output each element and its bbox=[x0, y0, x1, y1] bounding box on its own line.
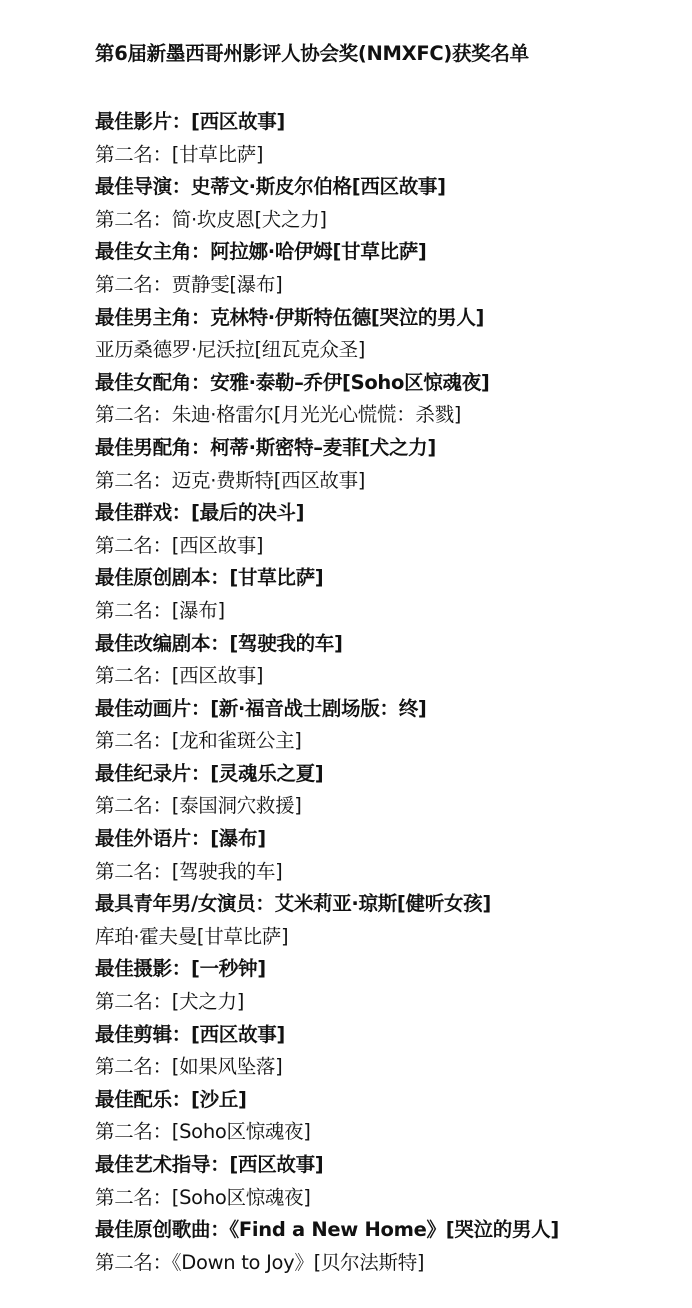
runner-up-line: 第二名：[龙和雀斑公主] bbox=[95, 729, 302, 753]
runner-up-line: 亚历桑德罗·尼沃拉[纽瓦克众圣] bbox=[95, 338, 366, 362]
award-entry bbox=[95, 236, 685, 301]
runner-up-line: 第二名：[甘草比萨] bbox=[95, 142, 264, 166]
award-winner-line: 最佳女主角：阿拉娜·哈伊姆[甘草比萨] bbox=[95, 240, 427, 264]
award-list bbox=[95, 106, 685, 1279]
award-winner-line: 最佳艺术指导：[西区故事] bbox=[95, 1153, 324, 1176]
runner-up-line: 第二名：简·坎皮恩[犬之力] bbox=[95, 207, 327, 231]
runner-up-line: 第二名：[驾驶我的车] bbox=[95, 859, 283, 883]
award-winner-line: 最佳女配角：安雅·泰勒–乔伊[Soho区惊魂夜] bbox=[95, 370, 490, 394]
runner-up-line: 第二名：朱迪·格雷尔[月光光心慌慌：杀戮] bbox=[95, 403, 462, 427]
award-winner-line: 最佳男主角：克林特·伊斯特伍德[哭泣的男人] bbox=[95, 305, 485, 329]
award-entry bbox=[95, 823, 685, 888]
award-entry bbox=[95, 888, 685, 953]
award-winner-line: 最佳原创剧本：[甘草比萨] bbox=[95, 566, 324, 590]
runner-up-line: 第二名：贾静雯[瀑布] bbox=[95, 272, 283, 296]
award-entry bbox=[95, 367, 685, 432]
document-title: 第6届新墨西哥州影评人协会奖(NMXFC)获奖名单 bbox=[95, 42, 529, 65]
award-entry bbox=[95, 497, 685, 562]
award-entry bbox=[95, 953, 685, 1018]
runner-up-line: 第二名：[西区故事] bbox=[95, 664, 264, 688]
award-entry bbox=[95, 562, 685, 627]
award-winner-line: 最佳导演：史蒂文·斯皮尔伯格[西区故事] bbox=[95, 175, 446, 199]
award-entry bbox=[95, 1084, 685, 1149]
award-entry bbox=[95, 1149, 685, 1214]
runner-up-line: 第二名：[Soho区惊魂夜] bbox=[95, 1185, 311, 1209]
title-spacer bbox=[95, 68, 685, 106]
award-winner-line: 最具青年男/女演员：艾米莉亚·琼斯[健听女孩] bbox=[95, 892, 491, 916]
award-winner-line: 最佳配乐：[沙丘] bbox=[95, 1087, 247, 1111]
award-entry bbox=[95, 1214, 685, 1279]
award-winner-line: 最佳外语片：[瀑布] bbox=[95, 827, 266, 851]
award-entry bbox=[95, 432, 685, 497]
award-winner-line: 最佳纪录片：[灵魂乐之夏] bbox=[95, 761, 324, 785]
award-entry bbox=[95, 628, 685, 693]
award-winner-line: 最佳动画片：[新·福音战士剧场版：终] bbox=[95, 696, 427, 720]
award-winner-line: 最佳影片：[西区故事] bbox=[95, 110, 286, 133]
runner-up-line: 第二名：[犬之力] bbox=[95, 990, 245, 1014]
runner-up-line: 第二名：[Soho区惊魂夜] bbox=[95, 1120, 311, 1144]
award-winner-line: 最佳原创歌曲：《Find a New Home》[哭泣的男人] bbox=[95, 1218, 559, 1242]
runner-up-line: 第二名：[瀑布] bbox=[95, 598, 225, 622]
award-winner-line: 最佳剪辑：[西区故事] bbox=[95, 1022, 286, 1046]
award-entry bbox=[95, 758, 685, 823]
award-winner-line: 最佳男配角：柯蒂·斯密特–麦菲[犬之力] bbox=[95, 435, 436, 459]
document bbox=[95, 40, 685, 1279]
award-winner-line: 最佳改编剧本：[驾驶我的车] bbox=[95, 631, 343, 655]
runner-up-line: 第二名：[如果风坠落] bbox=[95, 1055, 283, 1079]
runner-up-line: 第二名：[西区故事] bbox=[95, 533, 264, 557]
award-entry bbox=[95, 302, 685, 367]
runner-up-line: 第二名：[泰国洞穴救援] bbox=[95, 794, 302, 818]
award-winner-line: 最佳群戏：[最后的决斗] bbox=[95, 501, 305, 525]
award-entry bbox=[95, 171, 685, 236]
runner-up-line: 第二名：《Down to Joy》[贝尔法斯特] bbox=[95, 1250, 425, 1274]
award-entry bbox=[95, 106, 685, 171]
award-entry bbox=[95, 693, 685, 758]
award-winner-line: 最佳摄影：[一秒钟] bbox=[95, 957, 266, 981]
award-entry bbox=[95, 1019, 685, 1084]
runner-up-line: 第二名：迈克·费斯特[西区故事] bbox=[95, 468, 366, 492]
runner-up-line: 库珀·霍夫曼[甘草比萨] bbox=[95, 924, 289, 948]
